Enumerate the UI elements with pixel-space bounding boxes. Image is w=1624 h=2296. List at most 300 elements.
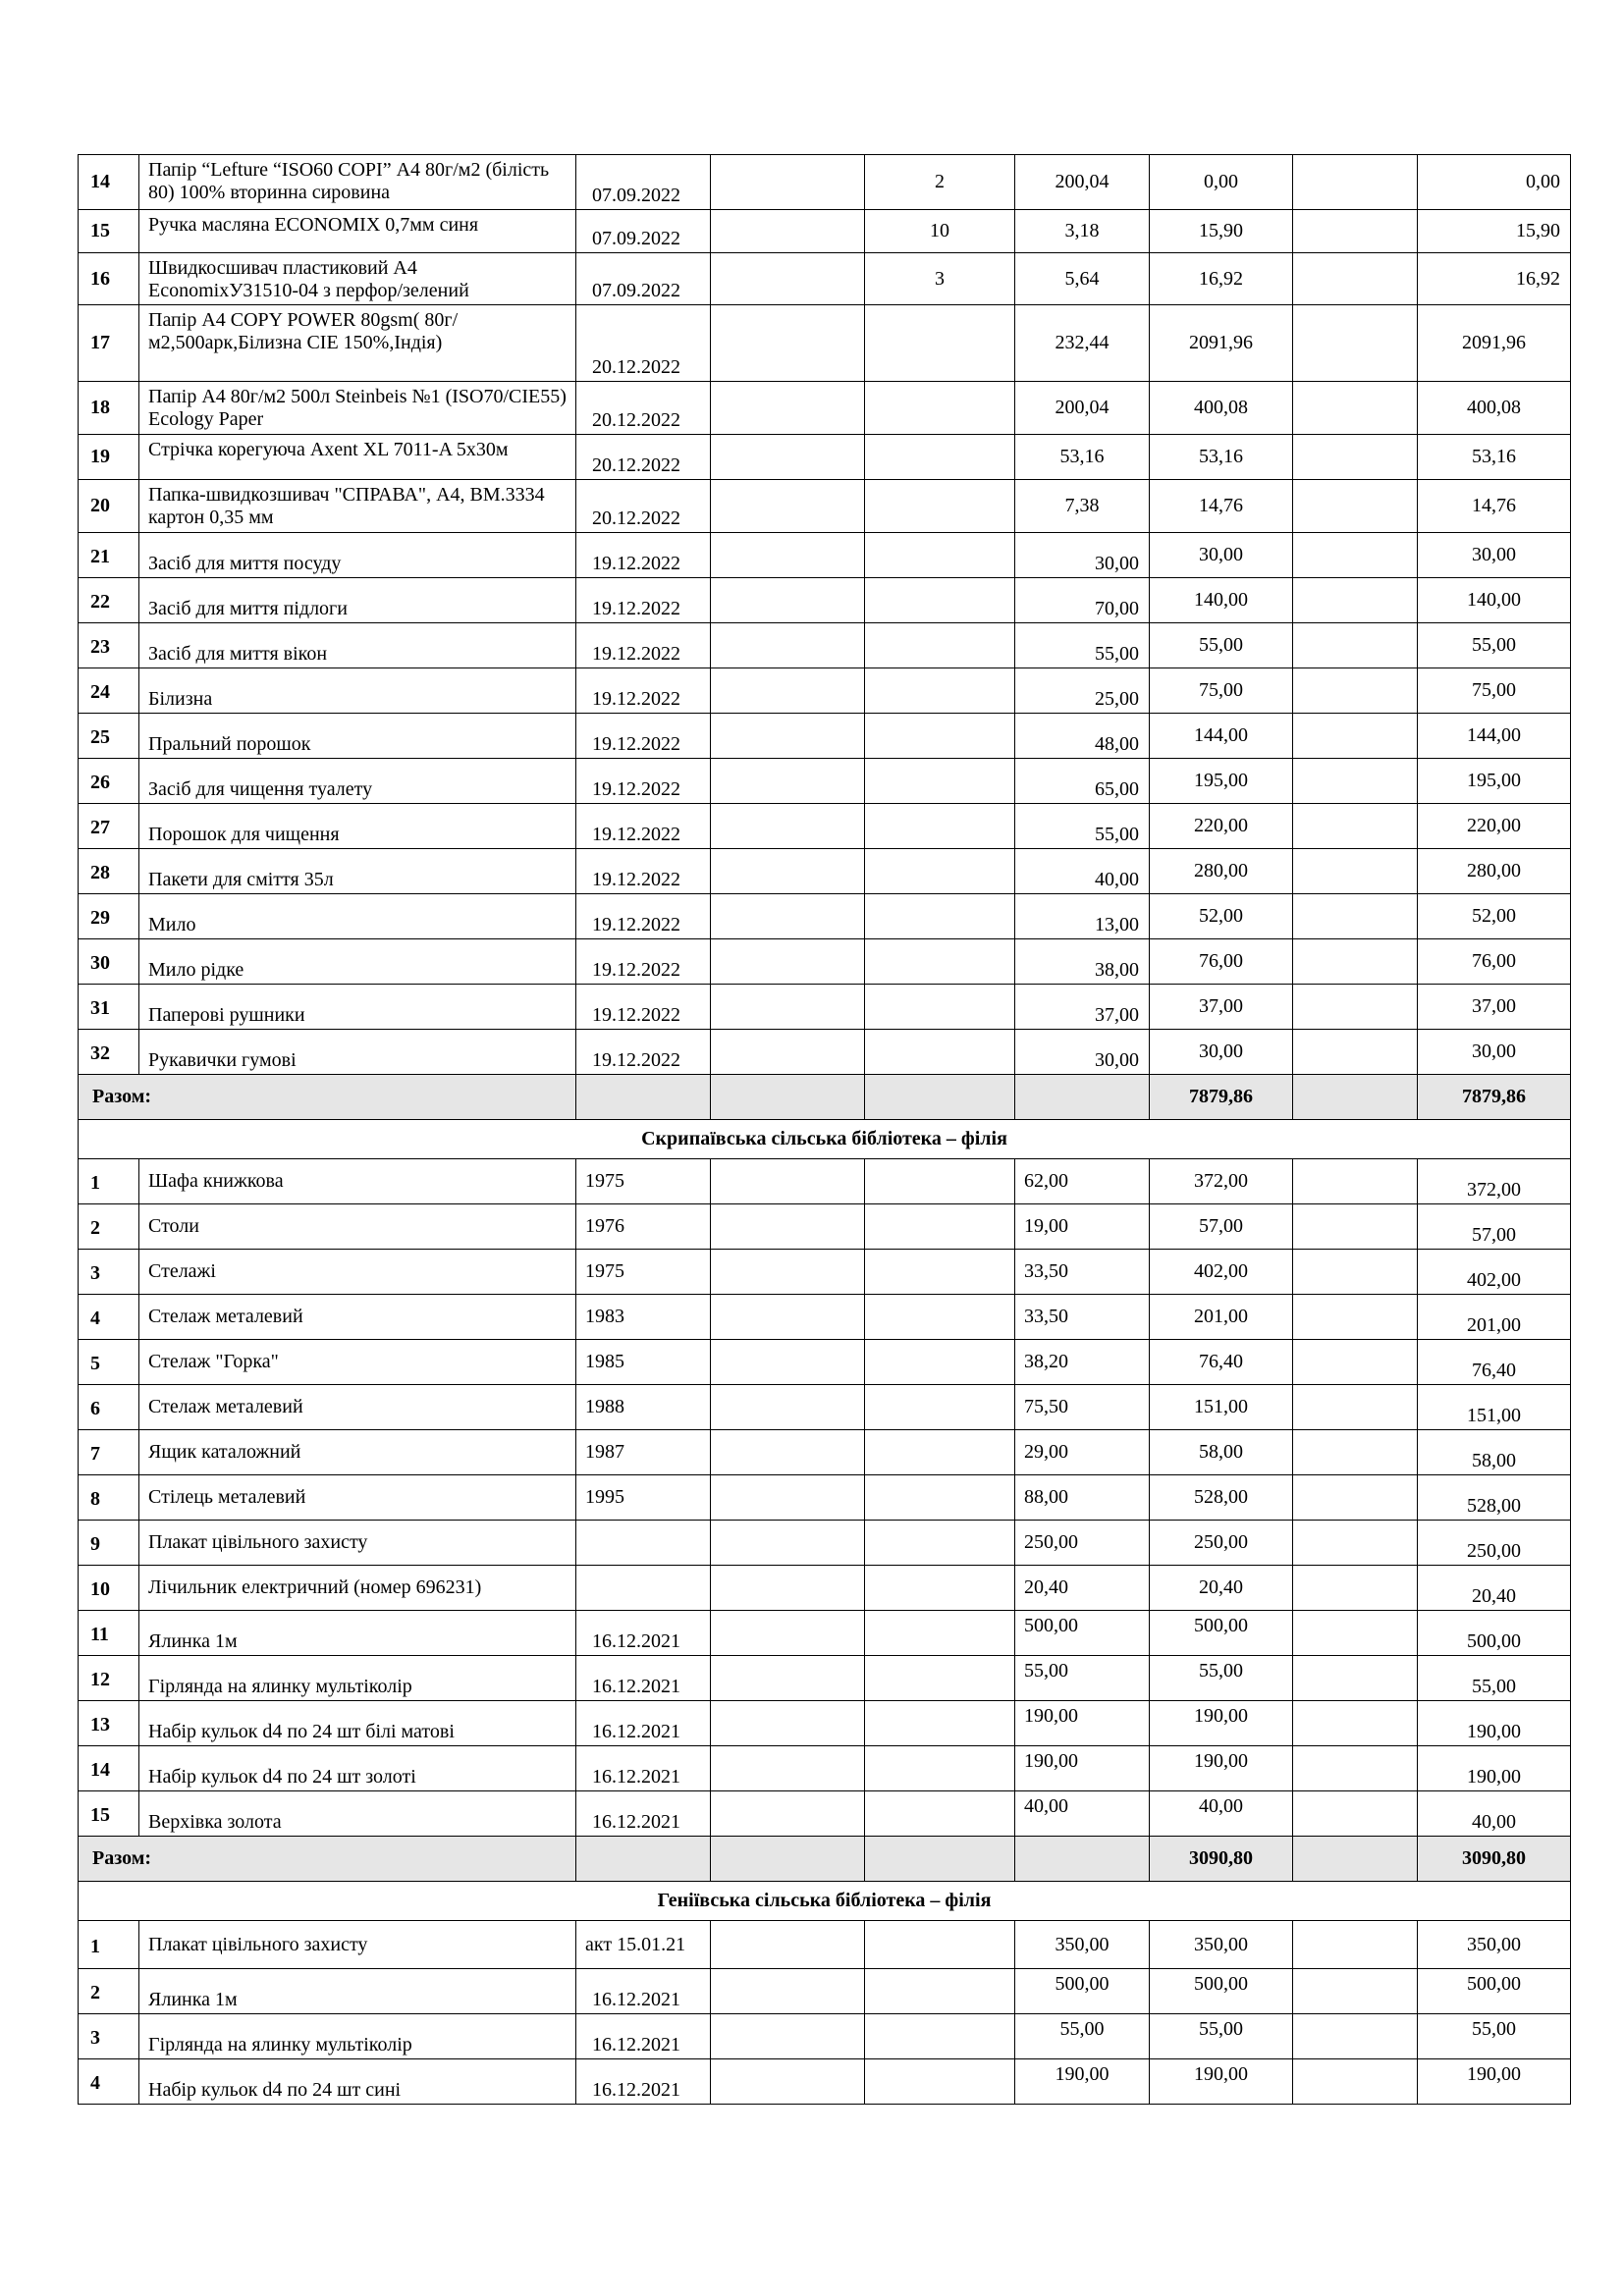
item-total: 57,00	[1418, 1204, 1571, 1250]
table-row	[79, 210, 1571, 253]
item-sum: 280,00	[1150, 849, 1293, 894]
row-number: 7	[79, 1430, 139, 1475]
empty-cell	[711, 1340, 865, 1385]
table-row	[79, 1204, 1571, 1250]
item-sum: 528,00	[1150, 1475, 1293, 1521]
total-sum: 7879,86	[1150, 1075, 1293, 1120]
empty-cell	[865, 1340, 1015, 1385]
item-date: 19.12.2022	[576, 578, 711, 623]
row-number: 12	[79, 1656, 139, 1701]
empty-cell	[711, 382, 865, 435]
item-price: 190,00	[1015, 1746, 1150, 1791]
empty-cell	[711, 623, 865, 668]
table-row	[79, 1340, 1571, 1385]
empty-cell	[1293, 1250, 1418, 1295]
item-name: Ручка масляна ECONOMIX 0,7мм синя	[139, 210, 576, 253]
empty-cell	[1293, 1159, 1418, 1204]
row-number: 1	[79, 1159, 139, 1204]
item-date: 19.12.2022	[576, 533, 711, 578]
item-date: 16.12.2021	[576, 2059, 711, 2105]
empty-cell	[711, 253, 865, 305]
item-total: 76,40	[1418, 1340, 1571, 1385]
item-price: 29,00	[1015, 1430, 1150, 1475]
item-total: 53,16	[1418, 435, 1571, 480]
empty-cell	[711, 533, 865, 578]
item-sum: 500,00	[1150, 1969, 1293, 2014]
item-price: 3,18	[1015, 210, 1150, 253]
empty-cell	[711, 668, 865, 714]
empty-cell	[1293, 1656, 1418, 1701]
item-sum: 250,00	[1150, 1521, 1293, 1566]
empty-cell	[711, 1921, 865, 1969]
item-name: Верхівка золота	[139, 1791, 576, 1837]
empty-cell	[865, 1521, 1015, 1566]
item-price: 65,00	[1015, 759, 1150, 804]
row-number: 8	[79, 1475, 139, 1521]
item-price: 88,00	[1015, 1475, 1150, 1521]
total-row	[79, 1837, 1571, 1882]
item-sum: 190,00	[1150, 1746, 1293, 1791]
table-row	[79, 1385, 1571, 1430]
empty-cell	[711, 1611, 865, 1656]
item-date: 20.12.2022	[576, 305, 711, 382]
item-sum: 15,90	[1150, 210, 1293, 253]
item-date: 07.09.2022	[576, 210, 711, 253]
item-name: Порошок для чищення	[139, 804, 576, 849]
item-name: Ялинка 1м	[139, 1969, 576, 2014]
table-row	[79, 849, 1571, 894]
item-total: 40,00	[1418, 1791, 1571, 1837]
table-row	[79, 1701, 1571, 1746]
item-name: Рукавички гумові	[139, 1030, 576, 1075]
item-name: Папір А4 80г/м2 500л Steinbeis №1 (ISO70/CIE55) Ecology Paper	[139, 382, 576, 435]
row-number: 3	[79, 1250, 139, 1295]
row-number: 30	[79, 939, 139, 985]
empty-cell	[865, 1656, 1015, 1701]
item-total: 0,00	[1418, 155, 1571, 210]
empty-cell	[711, 1475, 865, 1521]
empty-cell	[865, 759, 1015, 804]
empty-cell	[1293, 985, 1418, 1030]
item-sum: 14,76	[1150, 480, 1293, 533]
item-price: 38,00	[1015, 939, 1150, 985]
item-total: 55,00	[1418, 623, 1571, 668]
item-name: Папір “Lefture “ISO60 COPI” А4 80г/м2 (білість 80) 100% вторинна сировина	[139, 155, 576, 210]
empty-cell	[865, 668, 1015, 714]
empty-cell	[865, 1030, 1015, 1075]
row-number: 11	[79, 1611, 139, 1656]
empty-cell	[711, 759, 865, 804]
item-total: 76,00	[1418, 939, 1571, 985]
item-total: 144,00	[1418, 714, 1571, 759]
item-date: 1976	[576, 1204, 711, 1250]
item-total: 20,40	[1418, 1566, 1571, 1611]
item-date: 19.12.2022	[576, 894, 711, 939]
item-date: 1975	[576, 1250, 711, 1295]
item-quantity: 10	[865, 210, 1015, 253]
item-price: 13,00	[1015, 894, 1150, 939]
item-name: Плакат цівільного захисту	[139, 1521, 576, 1566]
item-sum: 16,92	[1150, 253, 1293, 305]
empty-cell	[711, 939, 865, 985]
empty-cell	[711, 1746, 865, 1791]
table-row	[79, 155, 1571, 210]
empty-cell	[865, 714, 1015, 759]
table-row	[79, 480, 1571, 533]
empty-cell	[1293, 533, 1418, 578]
empty-cell	[865, 1075, 1015, 1120]
row-number: 2	[79, 1204, 139, 1250]
item-price: 55,00	[1015, 1656, 1150, 1701]
empty-cell	[711, 1159, 865, 1204]
empty-cell	[711, 1521, 865, 1566]
table-row	[79, 253, 1571, 305]
item-name: Пральний порошок	[139, 714, 576, 759]
row-number: 3	[79, 2014, 139, 2059]
item-total: 14,76	[1418, 480, 1571, 533]
item-date: 19.12.2022	[576, 623, 711, 668]
item-name: Папір А4 COPY POWER 80gsm( 80г/м2,500арк,Білизна CIE 150%,Індія)	[139, 305, 576, 382]
table-row	[79, 1159, 1571, 1204]
table-row	[79, 939, 1571, 985]
item-name: Паперові рушники	[139, 985, 576, 1030]
empty-cell	[865, 2059, 1015, 2105]
empty-cell	[865, 1250, 1015, 1295]
empty-cell	[865, 623, 1015, 668]
section-header-skrypaivska	[79, 1120, 1571, 1159]
item-date: 19.12.2022	[576, 804, 711, 849]
empty-cell	[865, 1204, 1015, 1250]
row-number: 24	[79, 668, 139, 714]
row-number: 15	[79, 1791, 139, 1837]
item-sum: 190,00	[1150, 2059, 1293, 2105]
item-quantity: 3	[865, 253, 1015, 305]
table-row	[79, 1791, 1571, 1837]
item-total: 75,00	[1418, 668, 1571, 714]
item-name: Засіб для миття підлоги	[139, 578, 576, 623]
item-sum: 201,00	[1150, 1295, 1293, 1340]
item-price: 55,00	[1015, 804, 1150, 849]
table-row	[79, 985, 1571, 1030]
item-total: 151,00	[1418, 1385, 1571, 1430]
empty-cell	[711, 155, 865, 210]
empty-cell	[865, 1701, 1015, 1746]
item-name: Набір кульок d4 по 24 шт золоті	[139, 1746, 576, 1791]
row-number: 15	[79, 210, 139, 253]
item-sum: 76,40	[1150, 1340, 1293, 1385]
item-price: 38,20	[1015, 1340, 1150, 1385]
empty-cell	[711, 578, 865, 623]
item-name: Стелаж металевий	[139, 1385, 576, 1430]
table-row	[79, 2014, 1571, 2059]
item-total: 30,00	[1418, 1030, 1571, 1075]
table-row	[79, 1921, 1571, 1969]
empty-cell	[711, 1030, 865, 1075]
item-date: 07.09.2022	[576, 155, 711, 210]
item-sum: 195,00	[1150, 759, 1293, 804]
table-row	[79, 1656, 1571, 1701]
item-price: 48,00	[1015, 714, 1150, 759]
item-price: 200,04	[1015, 382, 1150, 435]
item-date: 20.12.2022	[576, 480, 711, 533]
table-row	[79, 1746, 1571, 1791]
row-number: 10	[79, 1566, 139, 1611]
item-sum: 37,00	[1150, 985, 1293, 1030]
item-date: 1983	[576, 1295, 711, 1340]
empty-cell	[711, 1385, 865, 1430]
item-name: Шафа книжкова	[139, 1159, 576, 1204]
empty-cell	[865, 939, 1015, 985]
inventory-table	[78, 154, 1571, 2105]
empty-cell	[1293, 1791, 1418, 1837]
item-date: 1975	[576, 1159, 711, 1204]
item-total: 16,92	[1418, 253, 1571, 305]
table-row	[79, 382, 1571, 435]
empty-cell	[1015, 1075, 1150, 1120]
item-name: Ящик каталожний	[139, 1430, 576, 1475]
item-total: 372,00	[1418, 1159, 1571, 1204]
item-name: Пакети для сміття 35л	[139, 849, 576, 894]
table-row	[79, 305, 1571, 382]
row-number: 32	[79, 1030, 139, 1075]
empty-cell	[711, 894, 865, 939]
empty-cell	[711, 1969, 865, 2014]
empty-cell	[1293, 2059, 1418, 2105]
row-number: 18	[79, 382, 139, 435]
item-name: Стрічка корегуюча Axent XL 7011-A 5х30м	[139, 435, 576, 480]
empty-cell	[711, 480, 865, 533]
empty-cell	[711, 714, 865, 759]
item-name: Стелаж "Горка"	[139, 1340, 576, 1385]
table-row	[79, 435, 1571, 480]
item-price: 5,64	[1015, 253, 1150, 305]
item-date: 16.12.2021	[576, 1746, 711, 1791]
row-number: 14	[79, 1746, 139, 1791]
item-date: 07.09.2022	[576, 253, 711, 305]
table-row	[79, 804, 1571, 849]
item-price: 250,00	[1015, 1521, 1150, 1566]
empty-cell	[1293, 382, 1418, 435]
empty-cell	[1293, 155, 1418, 210]
item-total: 528,00	[1418, 1475, 1571, 1521]
item-price: 7,38	[1015, 480, 1150, 533]
item-name: Набір кульок d4 по 24 шт білі матові	[139, 1701, 576, 1746]
item-total: 402,00	[1418, 1250, 1571, 1295]
empty-cell	[865, 894, 1015, 939]
empty-cell	[711, 1701, 865, 1746]
empty-cell	[865, 1746, 1015, 1791]
table-row	[79, 623, 1571, 668]
empty-cell	[1293, 1746, 1418, 1791]
empty-cell	[865, 849, 1015, 894]
row-number: 23	[79, 623, 139, 668]
empty-cell	[1293, 1969, 1418, 2014]
inventory-table-body	[79, 155, 1571, 2105]
empty-cell	[711, 2014, 865, 2059]
item-sum: 144,00	[1150, 714, 1293, 759]
item-price: 190,00	[1015, 2059, 1150, 2105]
item-date: 19.12.2022	[576, 1030, 711, 1075]
item-total: 55,00	[1418, 2014, 1571, 2059]
empty-cell	[865, 804, 1015, 849]
empty-cell	[711, 1837, 865, 1882]
item-date: 16.12.2021	[576, 1656, 711, 1701]
item-total: 280,00	[1418, 849, 1571, 894]
empty-cell	[1293, 1566, 1418, 1611]
item-date: 1987	[576, 1430, 711, 1475]
empty-cell	[576, 1075, 711, 1120]
item-total: 190,00	[1418, 1701, 1571, 1746]
total-value: 7879,86	[1418, 1075, 1571, 1120]
item-sum: 76,00	[1150, 939, 1293, 985]
item-date: 20.12.2022	[576, 435, 711, 480]
item-sum: 402,00	[1150, 1250, 1293, 1295]
item-total: 55,00	[1418, 1656, 1571, 1701]
item-quantity	[865, 382, 1015, 435]
item-total: 400,08	[1418, 382, 1571, 435]
item-total: 190,00	[1418, 2059, 1571, 2105]
empty-cell	[865, 1611, 1015, 1656]
empty-cell	[1293, 1521, 1418, 1566]
item-total: 58,00	[1418, 1430, 1571, 1475]
item-price: 40,00	[1015, 1791, 1150, 1837]
item-price: 30,00	[1015, 1030, 1150, 1075]
empty-cell	[1293, 210, 1418, 253]
table-row	[79, 1430, 1571, 1475]
total-row	[79, 1075, 1571, 1120]
item-name: Папка-швидкозшивач "СПРАВА", А4, BM.3334 картон 0,35 мм	[139, 480, 576, 533]
empty-cell	[1293, 849, 1418, 894]
empty-cell	[711, 804, 865, 849]
item-date: 19.12.2022	[576, 939, 711, 985]
empty-cell	[865, 1566, 1015, 1611]
item-name: Мило рідке	[139, 939, 576, 985]
item-price: 40,00	[1015, 849, 1150, 894]
item-name: Лічильник електричний (номер 696231)	[139, 1566, 576, 1611]
empty-cell	[1015, 1837, 1150, 1882]
item-name: Мило	[139, 894, 576, 939]
item-price: 75,50	[1015, 1385, 1150, 1430]
empty-cell	[865, 1159, 1015, 1204]
row-number: 2	[79, 1969, 139, 2014]
row-number: 26	[79, 759, 139, 804]
table-row	[79, 1250, 1571, 1295]
empty-cell	[1293, 435, 1418, 480]
item-name: Столи	[139, 1204, 576, 1250]
empty-cell	[865, 1791, 1015, 1837]
item-total: 350,00	[1418, 1921, 1571, 1969]
item-date: 1995	[576, 1475, 711, 1521]
row-number: 29	[79, 894, 139, 939]
item-sum: 190,00	[1150, 1701, 1293, 1746]
row-number: 28	[79, 849, 139, 894]
empty-cell	[1293, 1611, 1418, 1656]
item-price: 232,44	[1015, 305, 1150, 382]
empty-cell	[1293, 1701, 1418, 1746]
item-price: 55,00	[1015, 623, 1150, 668]
row-number: 13	[79, 1701, 139, 1746]
item-name: Стелажі	[139, 1250, 576, 1295]
item-date: 19.12.2022	[576, 759, 711, 804]
item-name: Білизна	[139, 668, 576, 714]
item-sum: 372,00	[1150, 1159, 1293, 1204]
item-name: Засіб для чищення туалету	[139, 759, 576, 804]
item-total: 201,00	[1418, 1295, 1571, 1340]
row-number: 14	[79, 155, 139, 210]
item-name: Гірлянда на ялинку мультіколір	[139, 1656, 576, 1701]
row-number: 25	[79, 714, 139, 759]
table-row	[79, 1521, 1571, 1566]
item-price: 37,00	[1015, 985, 1150, 1030]
row-number: 19	[79, 435, 139, 480]
empty-cell	[865, 985, 1015, 1030]
table-row	[79, 1295, 1571, 1340]
empty-cell	[711, 305, 865, 382]
empty-cell	[711, 849, 865, 894]
total-label: Разом:	[79, 1075, 576, 1120]
empty-cell	[865, 1430, 1015, 1475]
item-price: 20,40	[1015, 1566, 1150, 1611]
table-row	[79, 714, 1571, 759]
item-quantity	[865, 480, 1015, 533]
empty-cell	[711, 1075, 865, 1120]
item-price: 62,00	[1015, 1159, 1150, 1204]
row-number: 16	[79, 253, 139, 305]
table-row	[79, 894, 1571, 939]
item-total: 140,00	[1418, 578, 1571, 623]
row-number: 9	[79, 1521, 139, 1566]
item-name: Ялинка 1м	[139, 1611, 576, 1656]
item-sum: 400,08	[1150, 382, 1293, 435]
empty-cell	[1293, 804, 1418, 849]
row-number: 5	[79, 1340, 139, 1385]
item-name: Засіб для миття посуду	[139, 533, 576, 578]
empty-cell	[1293, 1030, 1418, 1075]
item-date: 19.12.2022	[576, 985, 711, 1030]
empty-cell	[711, 1204, 865, 1250]
item-sum: 30,00	[1150, 1030, 1293, 1075]
item-date: 16.12.2021	[576, 1701, 711, 1746]
item-sum: 151,00	[1150, 1385, 1293, 1430]
item-sum: 0,00	[1150, 155, 1293, 210]
item-date: 1985	[576, 1340, 711, 1385]
empty-cell	[576, 1837, 711, 1882]
table-row	[79, 1030, 1571, 1075]
table-row	[79, 1969, 1571, 2014]
empty-cell	[711, 1791, 865, 1837]
empty-cell	[865, 578, 1015, 623]
item-sum: 55,00	[1150, 2014, 1293, 2059]
empty-cell	[1293, 1921, 1418, 1969]
item-total: 52,00	[1418, 894, 1571, 939]
item-sum: 2091,96	[1150, 305, 1293, 382]
item-sum: 20,40	[1150, 1566, 1293, 1611]
empty-cell	[865, 1475, 1015, 1521]
empty-cell	[1293, 1340, 1418, 1385]
empty-cell	[865, 1385, 1015, 1430]
item-sum: 350,00	[1150, 1921, 1293, 1969]
item-price: 70,00	[1015, 578, 1150, 623]
row-number: 4	[79, 2059, 139, 2105]
item-date: 16.12.2021	[576, 1969, 711, 2014]
empty-cell	[865, 1921, 1015, 1969]
item-total: 195,00	[1418, 759, 1571, 804]
item-sum: 30,00	[1150, 533, 1293, 578]
item-price: 190,00	[1015, 1701, 1150, 1746]
item-quantity	[865, 305, 1015, 382]
item-quantity	[865, 435, 1015, 480]
empty-cell	[1293, 668, 1418, 714]
